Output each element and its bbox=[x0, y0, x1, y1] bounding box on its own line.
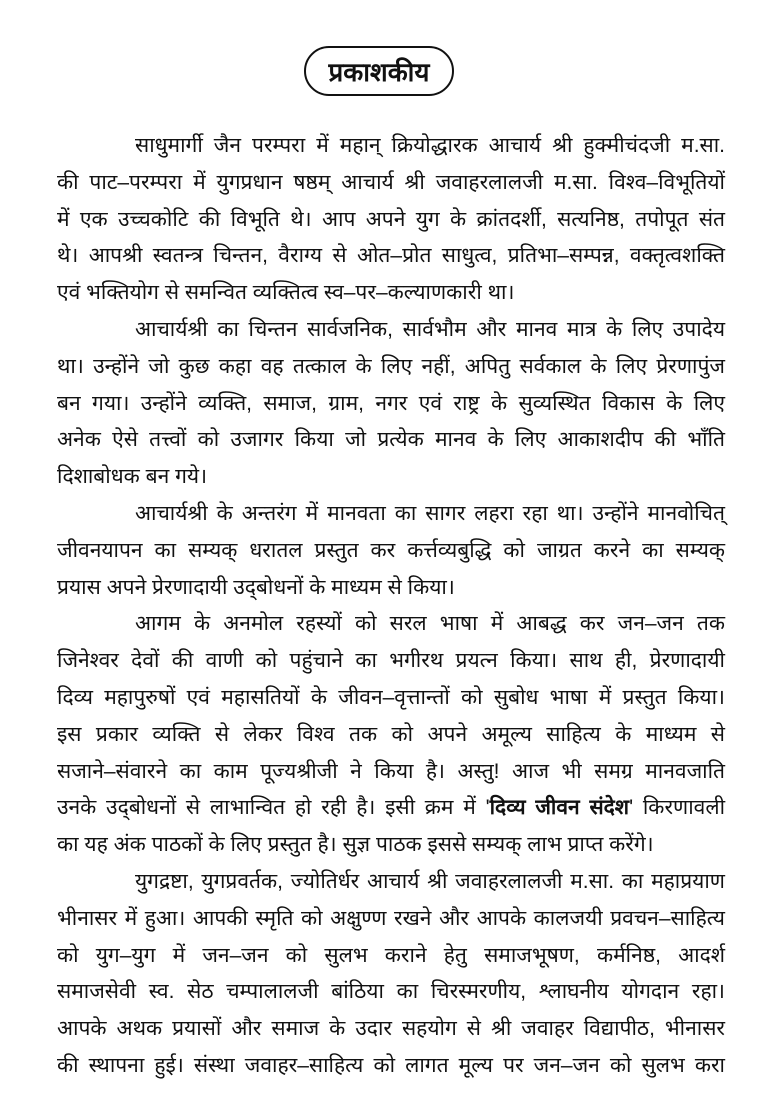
text-line-content: युगद्रष्टा, युगप्रवर्तक, ज्योतिर्धर आचार्य श्री जवाहरलालजी म.सा. का महाप्रयाण bbox=[135, 869, 725, 893]
text-line bbox=[57, 128, 725, 165]
text-line bbox=[57, 1048, 725, 1085]
text-line bbox=[57, 312, 725, 349]
text-line-content: में एक उच्चकोटि की विभूति थे। आप अपने युग के क्रांतदर्शी, सत्यनिष्ठ, तपोपूत संत bbox=[57, 207, 725, 231]
text-line bbox=[57, 680, 725, 717]
text-line-content: बन गया। उन्होंने व्यक्ति, समाज, ग्राम, नगर एवं राष्ट्र के सुव्यस्थित विकास के लिए bbox=[57, 391, 725, 415]
text-line-content: जिनेश्वर देवों की वाणी को पहुंचाने का भगीरथ प्रयत्न किया। साथ ही, प्रेरणादायी bbox=[57, 649, 725, 673]
text-line bbox=[57, 790, 725, 827]
text-line-content: सजाने–संवारने का काम पूज्यश्रीजी ने किया है। अस्तु! आज भी समग्र मानवजाति bbox=[57, 759, 725, 783]
text-line-content: की पाट–परम्परा में युगप्रधान षष्ठम् आचार्य श्री जवाहरलालजी म.सा. विश्व–विभूतियों bbox=[57, 170, 725, 194]
text-line-content: अनेक ऐसे तत्त्वों को उजागर किया जो प्रत्येक मानव के लिए आकाशदीप की भाँति bbox=[57, 428, 725, 452]
text-line-content: इस प्रकार व्यक्ति से लेकर विश्व तक को अपने अमूल्य साहित्य के माध्यम से bbox=[57, 722, 725, 746]
text-line-content: आचार्यश्री का चिन्तन सार्वजनिक, सार्वभौम और मानव मात्र के लिए उपादेय bbox=[135, 317, 725, 341]
text-line bbox=[57, 717, 725, 754]
text-line bbox=[57, 643, 725, 680]
text-line bbox=[57, 974, 725, 1011]
text-line bbox=[57, 754, 725, 791]
text-line-content: दिशाबोधक बन गये। bbox=[57, 465, 208, 489]
text-line bbox=[57, 864, 725, 901]
book-title-bold: दिव्य जीवन संदेश bbox=[489, 796, 630, 820]
text-line bbox=[57, 165, 725, 202]
text-line bbox=[57, 901, 725, 938]
page-title-text: प्रकाशकीय bbox=[328, 57, 430, 87]
text-line bbox=[57, 349, 725, 386]
text-line-content: आगम के अनमोल रहस्यों को सरल भाषा में आबद्ध कर जन–जन तक bbox=[135, 612, 725, 636]
text-line bbox=[57, 1011, 725, 1048]
text-line bbox=[57, 238, 725, 275]
text-line bbox=[57, 202, 725, 239]
text-line-content: जीवनयापन का सम्यक् धरातल प्रस्तुत कर कर्त्तव्यबुद्धि को जाग्रत करने का सम्यक् bbox=[57, 538, 725, 562]
paragraph bbox=[57, 496, 725, 606]
text-line-content: आपके अथक प्रयासों और समाज के उदार सहयोग से श्री जवाहर विद्यापीठ, भीनासर bbox=[57, 1017, 725, 1041]
text-segment: ' किरणावली bbox=[629, 796, 726, 820]
paragraph bbox=[57, 312, 725, 496]
text-line bbox=[57, 533, 725, 570]
page-title bbox=[304, 46, 454, 96]
body-text bbox=[57, 128, 725, 1085]
text-line-content: का यह अंक पाठकों के लिए प्रस्तुत है। सुज्ञ पाठक इससे सम्यक् लाभ प्राप्त करेंगे। bbox=[57, 833, 654, 857]
text-line bbox=[57, 275, 725, 312]
text-line-content: की स्थापना हुई। संस्था जवाहर–साहित्य को लागत मूल्य पर जन–जन को सुलभ करा bbox=[57, 1053, 725, 1077]
text-line-content: थे। आपश्री स्वतन्त्र चिन्तन, वैराग्य से ओत–प्रोत साधुत्व, प्रतिभा–सम्पन्न, वक्तृत्वशक्ति bbox=[57, 244, 725, 268]
text-line-content bbox=[57, 790, 725, 827]
text-line-content: को युग–युग में जन–जन को सुलभ कराने हेतु समाजभूषण, कर्मनिष्ठ, आदर्श bbox=[57, 943, 725, 967]
text-line bbox=[57, 496, 725, 533]
text-line-content: आचार्यश्री के अन्तरंग में मानवता का सागर लहरा रहा था। उन्होंने मानवोचित् bbox=[135, 501, 725, 525]
text-line-content: एवं भक्तियोग से समन्वित व्यक्तित्व स्व–पर–कल्याणकारी था। bbox=[57, 281, 515, 305]
text-line bbox=[57, 386, 725, 423]
text-line bbox=[57, 827, 725, 864]
text-line bbox=[57, 606, 725, 643]
text-line bbox=[57, 570, 725, 607]
text-line-content: भीनासर में हुआ। आपकी स्मृति को अक्षुण्ण रखने और आपके कालजयी प्रवचन–साहित्य bbox=[57, 906, 725, 930]
text-line bbox=[57, 459, 725, 496]
paragraph bbox=[57, 128, 725, 312]
text-line-content: साधुमार्गी जैन परम्परा में महान् क्रियोद्धारक आचार्य श्री हुक्मीचंदजी म.सा. bbox=[135, 134, 725, 157]
text-line-content: प्रयास अपने प्रेरणादायी उद्‌बोधनों के माध्यम से किया। bbox=[57, 575, 455, 599]
text-line-content: था। उन्होंने जो कुछ कहा वह तत्काल के लिए नहीं, अपितु सर्वकाल के लिए प्रेरणापुंज bbox=[57, 354, 725, 378]
text-segment: उनके उद्‌बोधनों से लाभान्वित हो रही है। इसी क्रम में ' bbox=[57, 796, 490, 820]
paragraph bbox=[57, 864, 725, 1085]
text-line bbox=[57, 422, 725, 459]
text-line-content: दिव्य महापुरुषों एवं महासतियों के जीवन–वृत्तान्तों को सुबोध भाषा में प्रस्तुत किया। bbox=[57, 685, 725, 709]
text-line-content: समाजसेवी स्व. सेठ चम्पालालजी बांठिया का चिरस्मरणीय, श्लाघनीय योगदान रहा। bbox=[57, 980, 725, 1004]
paragraph bbox=[57, 606, 725, 864]
text-line bbox=[57, 938, 725, 975]
